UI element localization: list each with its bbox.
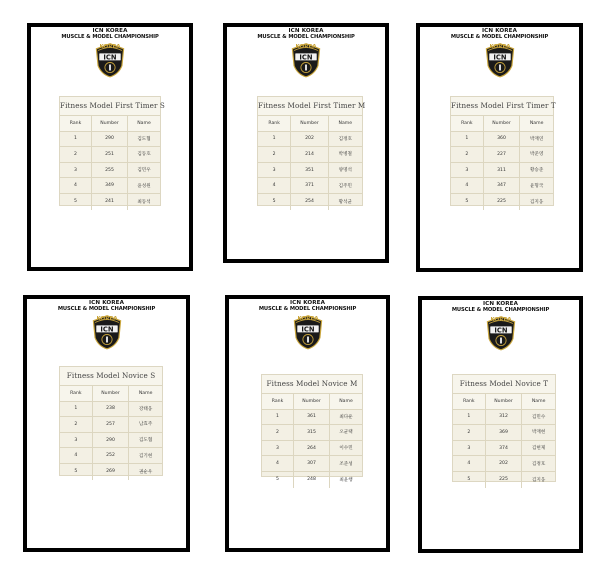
rank-cell: 3 bbox=[60, 163, 92, 178]
rank-cell: 3 bbox=[451, 163, 484, 178]
results-card-1 bbox=[27, 23, 193, 271]
logo-korea-text: KOREA bbox=[297, 315, 318, 322]
name-cell: 윤형국 bbox=[529, 183, 544, 189]
name-cell: 조준성 bbox=[339, 461, 353, 467]
icn-korea-logo bbox=[291, 312, 325, 350]
name-cell: 최다운 bbox=[339, 414, 353, 420]
name-cell: 강태웅 bbox=[138, 406, 153, 412]
col-rank-header: Rank bbox=[451, 116, 484, 131]
name-cell: 박병철 bbox=[338, 152, 352, 158]
number-cell: 307 bbox=[294, 456, 330, 471]
table-row bbox=[451, 178, 553, 194]
table-row bbox=[451, 163, 553, 179]
rank-cell: 2 bbox=[451, 147, 484, 162]
table-row bbox=[453, 456, 555, 472]
col-number-header: Number bbox=[486, 394, 523, 409]
name-cell: 최윤행 bbox=[339, 477, 353, 483]
rank-cell: 4 bbox=[262, 456, 294, 471]
name-cell: 황석균 bbox=[338, 199, 352, 205]
logo-icn-text: ICN bbox=[103, 53, 117, 62]
name-cell: 김지웅 bbox=[529, 199, 544, 205]
division-title: Fitness Model First Timer M bbox=[258, 97, 362, 116]
name-cell: 김주민 bbox=[338, 183, 352, 189]
table-header-row bbox=[60, 386, 162, 402]
rank-cell: 2 bbox=[258, 147, 291, 162]
table-header-row bbox=[258, 116, 362, 132]
number-cell: 347 bbox=[484, 178, 521, 193]
logo-icn-text: ICN bbox=[492, 53, 507, 62]
table-row bbox=[60, 433, 162, 449]
logo-korea-text: KOREA bbox=[489, 43, 510, 50]
name-cell: 김정호 bbox=[531, 461, 546, 467]
table-row bbox=[60, 147, 160, 163]
name-cell: 최동석 bbox=[137, 199, 151, 205]
results-card-6 bbox=[418, 296, 583, 553]
number-cell: 369 bbox=[486, 425, 523, 440]
name-cell: 박재현 bbox=[531, 430, 546, 436]
name-cell: 황승준 bbox=[529, 168, 544, 174]
name-cell: 남효주 bbox=[138, 422, 153, 428]
icn-korea-logo bbox=[483, 40, 517, 78]
name-cell: 박준영 bbox=[529, 152, 544, 158]
name-cell: 김민수 bbox=[531, 414, 546, 420]
number-cell: 374 bbox=[486, 441, 523, 456]
header-line-2: MUSCLE & MODEL CHAMPIONSHIP bbox=[451, 307, 550, 313]
rank-cell: 4 bbox=[60, 448, 93, 463]
table-row bbox=[262, 456, 362, 472]
table-row bbox=[258, 178, 362, 194]
logo-icn-text: ICN bbox=[300, 325, 315, 334]
number-cell: 225 bbox=[484, 194, 521, 210]
name-cell: 김정호 bbox=[338, 136, 352, 142]
division-title: Fitness Model Novice M bbox=[262, 375, 362, 394]
table-header-row bbox=[60, 116, 160, 132]
rank-cell: 1 bbox=[258, 132, 291, 147]
table-header-row bbox=[451, 116, 553, 132]
logo-korea-text: KOREA bbox=[96, 315, 117, 322]
col-rank-header: Rank bbox=[262, 394, 294, 409]
number-cell: 238 bbox=[93, 402, 130, 417]
rank-cell: 5 bbox=[453, 472, 486, 488]
name-cell: 양명석 bbox=[338, 168, 352, 174]
logo-korea-text: KOREA bbox=[99, 43, 121, 50]
number-cell: 264 bbox=[294, 441, 330, 456]
results-card-5 bbox=[225, 295, 390, 552]
rank-cell: 5 bbox=[60, 194, 92, 210]
results-table bbox=[59, 96, 165, 206]
division-title: Fitness Model First Timer T bbox=[451, 97, 553, 116]
name-cell: 김기현 bbox=[138, 453, 153, 459]
header-line-1: ICN KOREA bbox=[481, 28, 517, 34]
col-number-header: Number bbox=[92, 116, 128, 131]
rank-cell: 3 bbox=[258, 163, 291, 178]
number-cell: 257 bbox=[93, 417, 130, 432]
col-number-header: Number bbox=[294, 394, 330, 409]
col-number-header: Number bbox=[93, 386, 130, 401]
rank-cell: 5 bbox=[60, 464, 93, 480]
rank-cell: 4 bbox=[453, 456, 486, 471]
table-row bbox=[451, 194, 553, 210]
number-cell: 315 bbox=[294, 425, 330, 440]
rank-cell: 1 bbox=[60, 132, 92, 147]
col-name-header: Name bbox=[338, 120, 353, 126]
number-cell: 227 bbox=[484, 147, 521, 162]
header-line-1: ICN KOREA bbox=[482, 301, 518, 307]
results-table bbox=[450, 96, 554, 206]
number-cell: 251 bbox=[92, 147, 128, 162]
logo-korea-text: KOREA bbox=[295, 43, 317, 50]
number-cell: 225 bbox=[486, 472, 523, 488]
col-name-header: Name bbox=[137, 120, 151, 126]
table-row bbox=[453, 410, 555, 426]
number-cell: 351 bbox=[291, 163, 328, 178]
rank-cell: 3 bbox=[262, 441, 294, 456]
results-card-2 bbox=[223, 23, 389, 263]
results-table bbox=[261, 374, 363, 483]
header-line-2: MUSCLE & MODEL CHAMPIONSHIP bbox=[257, 34, 355, 40]
name-cell: 김지웅 bbox=[531, 477, 546, 483]
event-header bbox=[420, 28, 579, 40]
logo-icn-text: ICN bbox=[299, 53, 313, 62]
header-line-1: ICN KOREA bbox=[92, 28, 128, 34]
rank-cell: 3 bbox=[60, 433, 93, 448]
results-table bbox=[257, 96, 366, 206]
table-row bbox=[258, 194, 362, 210]
col-name-header: Name bbox=[339, 398, 353, 404]
rank-cell: 1 bbox=[60, 402, 93, 417]
results-table bbox=[59, 366, 163, 476]
number-cell: 248 bbox=[294, 472, 330, 488]
table-row bbox=[453, 425, 555, 441]
number-cell: 241 bbox=[92, 194, 128, 210]
event-header bbox=[31, 28, 189, 40]
name-cell: 김도협 bbox=[137, 136, 151, 142]
table-row bbox=[258, 147, 362, 163]
table-row bbox=[258, 163, 362, 179]
table-row bbox=[451, 132, 553, 148]
rank-cell: 2 bbox=[60, 147, 92, 162]
table-row bbox=[60, 464, 162, 480]
icn-korea-logo bbox=[93, 40, 127, 78]
table-header-row bbox=[262, 394, 362, 410]
rank-cell: 1 bbox=[453, 410, 486, 425]
number-cell: 202 bbox=[486, 456, 523, 471]
table-row bbox=[262, 410, 362, 426]
division-title: Fitness Model Novice T bbox=[453, 375, 555, 394]
number-cell: 290 bbox=[93, 433, 130, 448]
rank-cell: 3 bbox=[453, 441, 486, 456]
logo-icn-text: ICN bbox=[493, 326, 508, 335]
rank-cell: 5 bbox=[258, 194, 291, 210]
col-name-header: Name bbox=[531, 398, 546, 404]
name-cell: 이수민 bbox=[339, 446, 353, 452]
table-row bbox=[60, 163, 160, 179]
rank-cell: 5 bbox=[262, 472, 294, 488]
number-cell: 360 bbox=[484, 132, 521, 147]
icn-korea-logo bbox=[289, 40, 323, 78]
table-row bbox=[262, 472, 362, 488]
table-row bbox=[262, 425, 362, 441]
number-cell: 312 bbox=[486, 410, 523, 425]
col-rank-header: Rank bbox=[60, 386, 93, 401]
col-name-header: Name bbox=[529, 120, 544, 126]
number-cell: 254 bbox=[291, 194, 328, 210]
logo-korea-text: KOREA bbox=[490, 316, 511, 323]
number-cell: 202 bbox=[291, 132, 328, 147]
results-table bbox=[452, 374, 556, 482]
number-cell: 311 bbox=[484, 163, 521, 178]
header-line-2: MUSCLE & MODEL CHAMPIONSHIP bbox=[57, 306, 156, 312]
name-cell: 윤성원 bbox=[137, 183, 151, 189]
icn-korea-logo bbox=[484, 313, 518, 351]
rank-cell: 1 bbox=[451, 132, 484, 147]
header-line-2: MUSCLE & MODEL CHAMPIONSHIP bbox=[258, 306, 357, 312]
rank-cell: 4 bbox=[60, 178, 92, 193]
col-number-header: Number bbox=[484, 116, 521, 131]
table-row bbox=[60, 417, 162, 433]
name-cell: 오균택 bbox=[339, 430, 353, 436]
number-cell: 361 bbox=[294, 410, 330, 425]
event-header bbox=[227, 28, 385, 40]
number-cell: 269 bbox=[93, 464, 130, 480]
col-rank-header: Rank bbox=[258, 116, 291, 131]
results-card-3 bbox=[416, 23, 583, 272]
table-row bbox=[262, 441, 362, 457]
table-row bbox=[60, 132, 160, 148]
number-cell: 255 bbox=[92, 163, 128, 178]
table-row bbox=[60, 448, 162, 464]
number-cell: 349 bbox=[92, 178, 128, 193]
rank-cell: 2 bbox=[453, 425, 486, 440]
header-line-1: ICN KOREA bbox=[289, 300, 325, 306]
name-cell: 김도협 bbox=[138, 438, 153, 444]
name-cell: 김동호 bbox=[137, 152, 151, 158]
division-title: Fitness Model First Timer S bbox=[60, 97, 160, 116]
number-cell: 214 bbox=[291, 147, 328, 162]
name-cell: 박재연 bbox=[529, 136, 544, 142]
number-cell: 252 bbox=[93, 448, 130, 463]
logo-icn-text: ICN bbox=[99, 325, 114, 334]
table-row bbox=[453, 472, 555, 488]
col-name-header: Name bbox=[138, 390, 153, 396]
name-cell: 김민우 bbox=[137, 168, 151, 174]
col-rank-header: Rank bbox=[60, 116, 92, 131]
rank-cell: 2 bbox=[60, 417, 93, 432]
icn-korea-logo bbox=[90, 312, 124, 350]
number-cell: 371 bbox=[291, 178, 328, 193]
rank-cell: 4 bbox=[451, 178, 484, 193]
event-header bbox=[27, 300, 186, 312]
header-line-2: MUSCLE & MODEL CHAMPIONSHIP bbox=[450, 34, 549, 40]
rank-cell: 5 bbox=[451, 194, 484, 210]
results-card-4 bbox=[23, 295, 190, 552]
table-row bbox=[451, 147, 553, 163]
header-line-1: ICN KOREA bbox=[288, 28, 324, 34]
table-row bbox=[60, 194, 160, 210]
name-cell: 김현제 bbox=[531, 446, 546, 452]
event-header bbox=[422, 301, 579, 313]
table-row bbox=[453, 441, 555, 457]
col-rank-header: Rank bbox=[453, 394, 486, 409]
header-line-1: ICN KOREA bbox=[88, 300, 124, 306]
col-number-header: Number bbox=[291, 116, 328, 131]
header-line-2: MUSCLE & MODEL CHAMPIONSHIP bbox=[61, 34, 159, 40]
table-row bbox=[60, 402, 162, 418]
table-header-row bbox=[453, 394, 555, 410]
event-header bbox=[229, 300, 386, 312]
rank-cell: 4 bbox=[258, 178, 291, 193]
number-cell: 290 bbox=[92, 132, 128, 147]
name-cell: 권순우 bbox=[138, 469, 153, 475]
division-title: Fitness Model Novice S bbox=[60, 367, 162, 386]
table-row bbox=[60, 178, 160, 194]
rank-cell: 2 bbox=[262, 425, 294, 440]
rank-cell: 1 bbox=[262, 410, 294, 425]
table-row bbox=[258, 132, 362, 148]
